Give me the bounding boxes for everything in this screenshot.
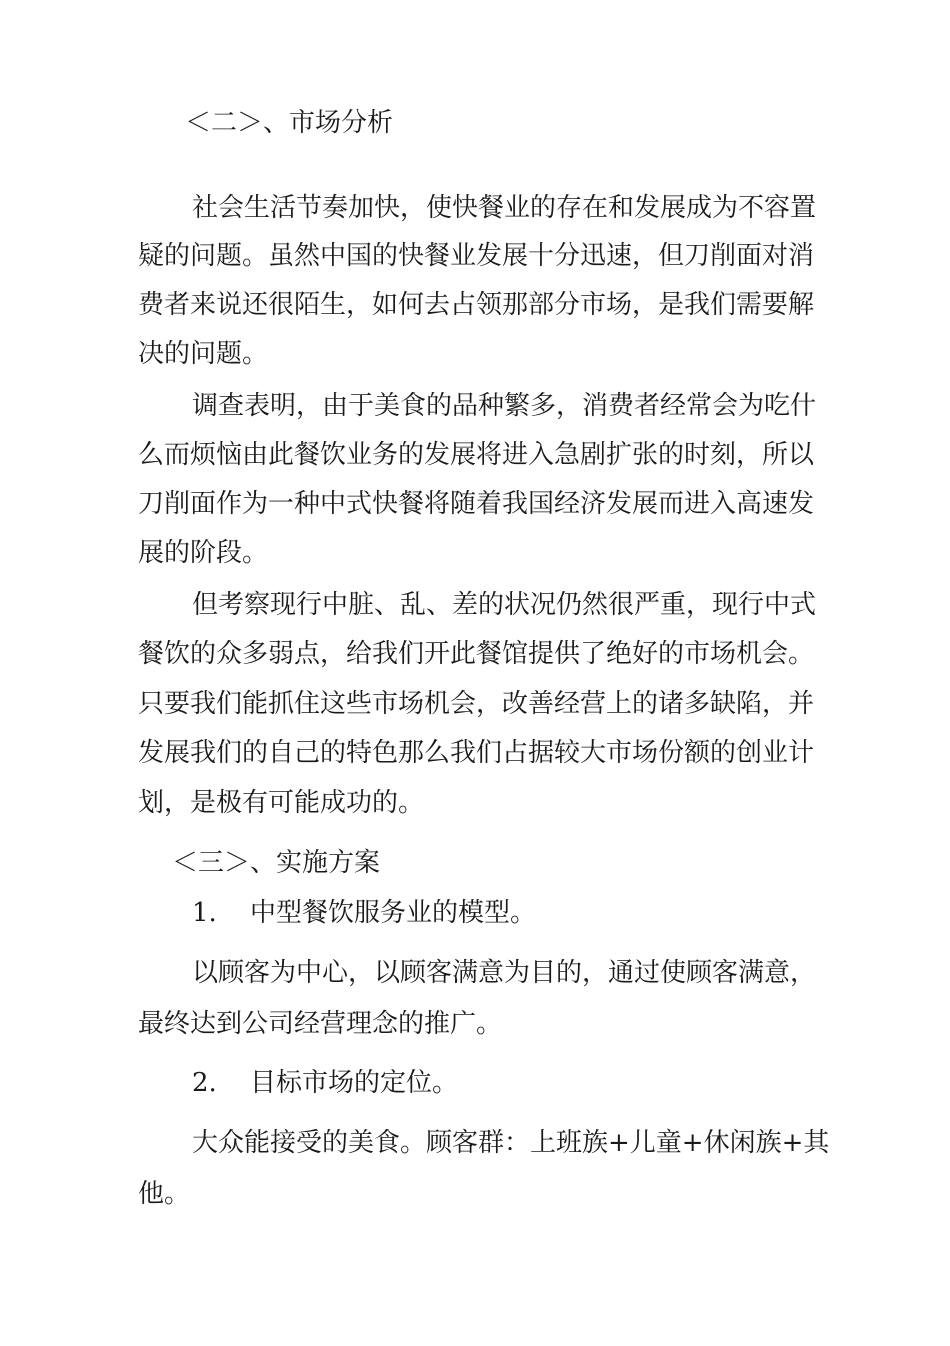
list-item-number: 1. <box>192 898 217 928</box>
paragraph-line: 大众能接受的美食。顾客群：上班族+儿童+休闲族+其 <box>192 1128 830 1158</box>
list-item-target-market <box>192 1066 872 1100</box>
paragraph-line: 社会生活节奏加快，使快餐业的存在和发展成为不容置 <box>192 193 817 223</box>
paragraph-line: 以顾客为中心，以顾客满意为目的，通过使顾客满意， <box>192 958 817 988</box>
paragraph-line: 调查表明，由于美食的品种繁多，消费者经常会为吃什 <box>192 391 817 421</box>
list-item-text: 中型餐饮服务业的模型。 <box>250 898 537 928</box>
paragraph-line: 疑的问题。虽然中国的快餐业发展十分迅速，但刀削面对消 <box>138 241 815 271</box>
paragraph-line: 但考察现行中脏、乱、差的状况仍然很严重，现行中式 <box>192 590 817 620</box>
paragraph-line: 只要我们能抓住这些市场机会，改善经营上的诸多缺陷，并 <box>138 689 815 719</box>
section-heading-market-analysis: ＜二＞、市场分析 <box>185 108 394 138</box>
section-heading-implementation-plan: ＜三＞、实施方案 <box>172 848 381 878</box>
paragraph-line: 费者来说还很陌生，如何去占领那部分市场，是我们需要解 <box>138 290 815 320</box>
list-item-business-model <box>192 896 872 930</box>
paragraph-line: 餐饮的众多弱点，给我们开此餐馆提供了绝好的市场机会。 <box>138 639 815 669</box>
paragraph-line: 么而烦恼由此餐饮业务的发展将进入急剧扩张的时刻，所以 <box>138 440 815 470</box>
list-item-number: 2. <box>192 1068 217 1098</box>
paragraph-line: 展的阶段。 <box>138 538 269 568</box>
paragraph-line: 他。 <box>138 1179 191 1209</box>
paragraph-line: 最终达到公司经营理念的推广。 <box>138 1009 503 1039</box>
paragraph-line: 决的问题。 <box>138 339 269 369</box>
paragraph-line: 刀削面作为一种中式快餐将随着我国经济发展而进入高速发 <box>138 489 815 519</box>
paragraph-line: 划，是极有可能成功的。 <box>138 788 425 818</box>
paragraph-line: 发展我们的自己的特色那么我们占据较大市场份额的创业计 <box>138 738 815 768</box>
list-item-text: 目标市场的定位。 <box>250 1068 459 1098</box>
